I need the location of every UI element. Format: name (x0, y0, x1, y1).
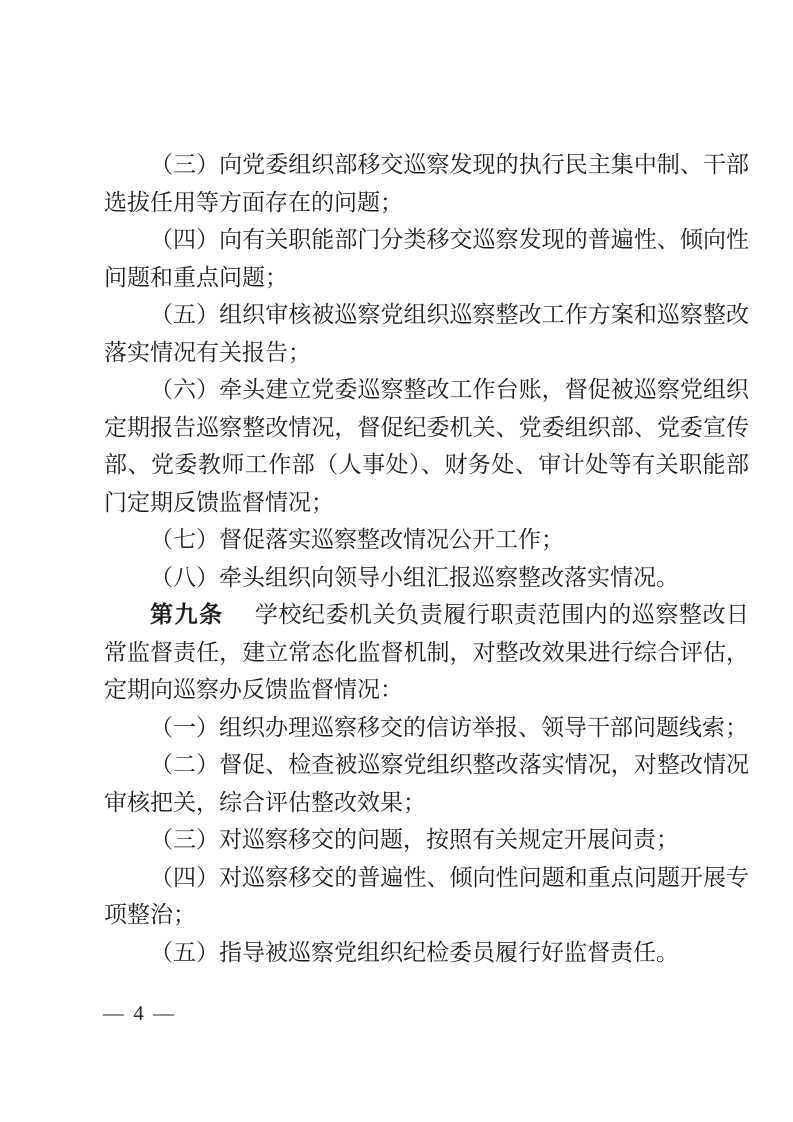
paragraph (104, 221, 749, 296)
paragraph (104, 296, 749, 371)
paragraph-text: （三）对巡察移交的问题，按照有关规定开展问责； (150, 827, 679, 852)
paragraph-article-9 (104, 596, 749, 709)
paragraph (104, 821, 749, 859)
paragraph-text: （四）向有关职能部门分类移交巡察发现的普遍性、倾向性问题和重点问题； (104, 227, 749, 290)
paragraph-text: 学校纪委机关负责履行职责范围内的巡察整改日常监督责任，建立常态化监督机制，对整改效果进行综合评估，定期向巡察办反馈监督情况： (104, 602, 750, 702)
paragraph-text: （二）督促、检查被巡察党组织整改落实情况，对整改情况审核把关，综合评估整改效果； (104, 752, 749, 815)
paragraph (104, 371, 749, 521)
paragraph (104, 709, 749, 747)
paragraph (104, 746, 749, 821)
paragraph-text: （三）向党委组织部移交巡察发现的执行民主集中制、干部选拔任用等方面存在的问题； (104, 152, 749, 215)
paragraph-text: （七）督促落实巡察整改情况公开工作； (150, 527, 564, 552)
paragraph (104, 146, 749, 221)
document-body (104, 146, 749, 971)
paragraph (104, 559, 749, 597)
paragraph (104, 859, 749, 934)
page-number: — 4 — (103, 1001, 176, 1025)
paragraph-text: （四）对巡察移交的普遍性、倾向性问题和重点问题开展专项整治； (104, 864, 749, 927)
paragraph (104, 934, 749, 972)
article-number-label: 第九条 (150, 601, 224, 627)
paragraph-text: （八）牵头组织向领导小组汇报巡察整改落实情况。 (150, 564, 679, 590)
paragraph-text: （一）组织办理巡察移交的信访举报、领导干部问题线索； (150, 714, 748, 740)
paragraph-text: （五）组织审核被巡察党组织巡察整改工作方案和巡察整改落实情况有关报告； (104, 302, 749, 365)
paragraph (104, 521, 749, 559)
paragraph-text: （六）牵头建立党委巡察整改工作台账，督促被巡察党组织定期报告巡察整改情况，督促纪委机关、党委组织部、党委宣传部、党委教师工作部（人事处）、财务处、审计处等有关职能部门定期反馈监督情况； (104, 377, 749, 515)
paragraph-text: （五）指导被巡察党组织纪检委员履行好监督责任。 (150, 939, 679, 965)
